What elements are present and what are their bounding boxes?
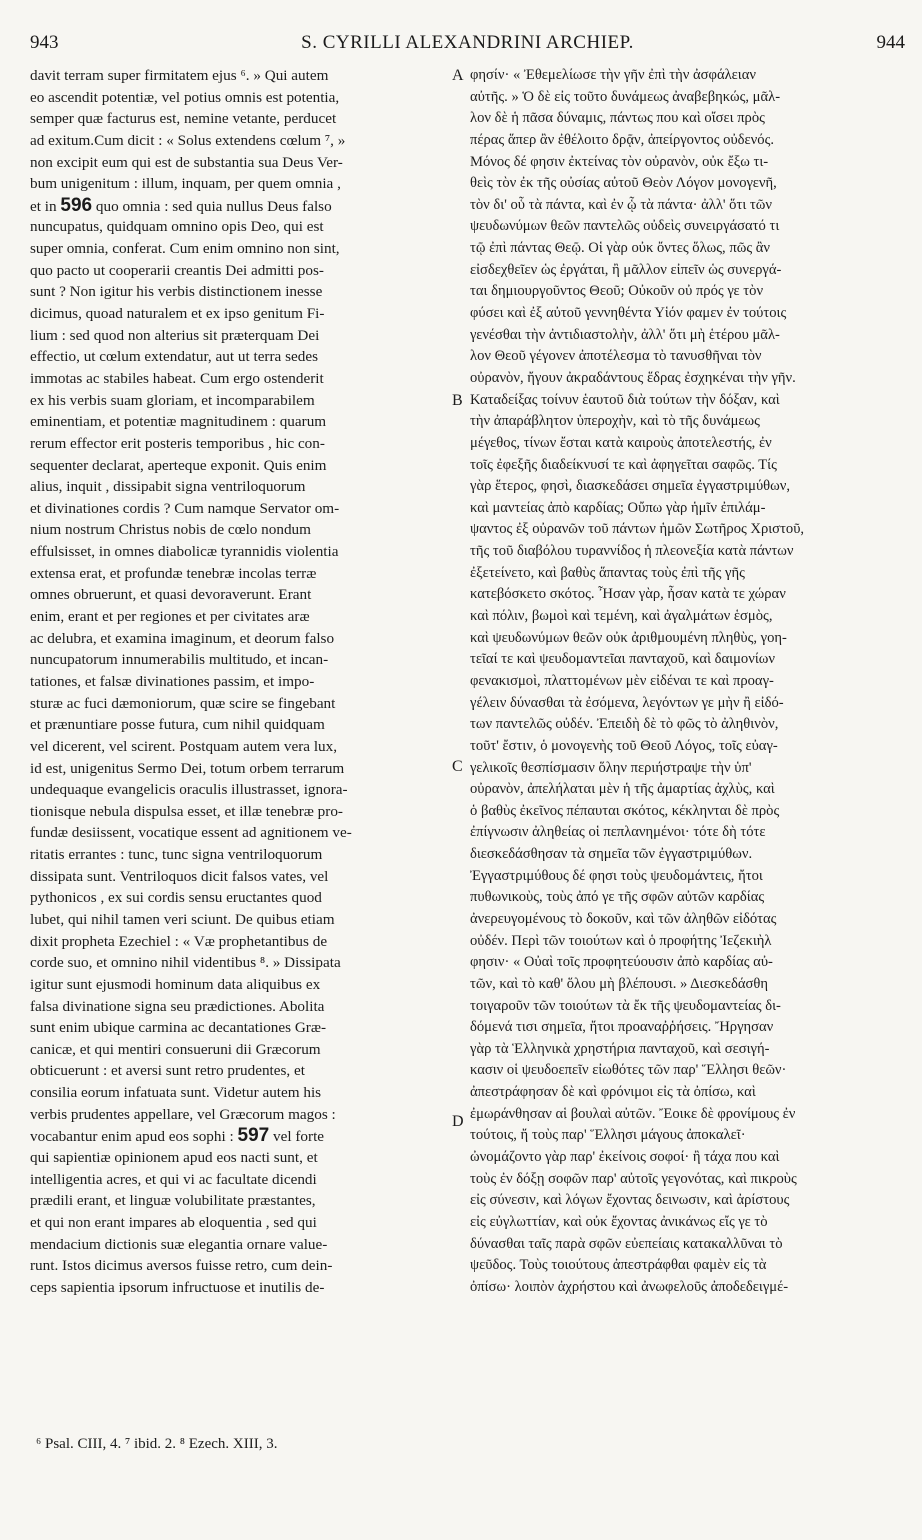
latin-text-line: id est, unigenitus Sermo Dei, totum orbem terrarum — [30, 759, 345, 777]
latin-text-line: omnes obruerunt, et quasi devoraverunt. Erant — [30, 586, 312, 604]
greek-text-line: τοῖς ἐφεξῆς διαδείκνυσί τε καὶ ἀφηγεῖται σαφῶς. Τίς — [470, 456, 777, 473]
latin-text-line: effectio, ut cœlum extendatur, aut ut terra sedes — [30, 348, 318, 366]
greek-text-line: ἐξετείνετο, καὶ βαθὺς ἅπαντας τοὺς ἐπὶ τῆς γῆς — [470, 564, 745, 581]
latin-text-line: alius, inquit , dissipabit signa ventriloquorum — [30, 478, 306, 496]
latin-text-line: dixit propheta Ezechiel : « Væ prophetantibus de — [30, 932, 328, 950]
greek-text-line: κατεβόσκετο σκότος. Ἦσαν γὰρ, ἦσαν κατὰ τε χώραν — [470, 586, 786, 603]
latin-text-line: ritatis errantes : tunc, tunc signa ventriloquorum — [30, 846, 323, 864]
greek-text-line: τῆς τοῦ διαβόλου τυραννίδος ἡ πλεονεξία κατὰ πάντων — [470, 543, 794, 560]
column-number: 596 — [60, 194, 93, 216]
greek-text-line: ὀπίσω· λοιπὸν ἀχρήστου καὶ ἀνωφελοῦς ἀποδεδειγμέ- — [470, 1278, 789, 1295]
greek-text-line: ἀνερευγομένους τὸ δοκοῦν, καὶ τῶν ἀληθῶν εἰδότας — [470, 910, 777, 927]
running-title: S. CYRILLI ALEXANDRINI ARCHIEP. — [301, 32, 634, 53]
footnotes: ⁶ Psal. CIII, 4. ⁷ ibid. 2. ⁸ Ezech. XIII, 3. — [36, 1436, 278, 1452]
latin-text-line: rerum effector erit posteris temporibus , hic con- — [30, 434, 325, 452]
greek-text-line: Ἐγγαστριμύθους δέ φησι τοὺς ψευδομάντεις, ἤτοι — [470, 867, 763, 884]
greek-text-line: τοὺς ἐν δόξῃ σοφῶν παρ' αὐτοῖς γεγονότας, καὶ πικροὺς — [470, 1170, 797, 1187]
latin-text-line: dissipata sunt. Ventriloquos dicit falsos vates, vel — [30, 867, 329, 885]
greek-text-line: μέγεθος, τίνων ἔσται κατὰ καιροὺς ἀποτελεστής, ἐν — [470, 434, 772, 451]
greek-text-line: τοιγαροῦν τῶν τοιούτων τὰ ἔκ τῆς ψευδομαντείας δι- — [470, 997, 781, 1014]
latin-text-line: undequaque evangelicis oraculis illustrasset, ignora- — [30, 781, 348, 799]
greek-text-line: ὠνομάζοντο γὰρ παρ' ἐκείνοις σοφοί· ἢ τάχα που καὶ — [470, 1149, 780, 1166]
greek-text-line: πυθωνικοὺς, τοὺς ἀπό γε τῆς σφῶν αὐτῶν καρδίας — [470, 889, 765, 906]
latin-text-line: nium nostrum Christus nobis de cœlo nondum — [30, 521, 311, 539]
latin-text-line: eo ascendit potentiæ, vel potius omnis est potentia, — [30, 88, 340, 106]
latin-text-line: sunt enim ubique carmina ac decantationes Græ- — [30, 1019, 327, 1037]
latin-text-line: et qui non erant impares ab eloquentia , sed qui — [30, 1213, 317, 1231]
greek-text-line: κασιν οἱ ψευδοεπεῖν εἰωθότες τῶν παρ' Ἕλλησι θεῶν· — [470, 1062, 787, 1079]
greek-text-line: φησίν· « Ἐθεμελίωσε τὴν γῆν ἐπὶ τὴν ἀσφάλειαν — [470, 67, 756, 83]
latin-text-line: consilia eorum infatuata sunt. Videtur autem his — [30, 1084, 322, 1102]
greek-text-line: τῷ ἐπὶ πάντας Θεῷ. Οἱ γὰρ οὐκ ὄντες ὅλως, πῶς ἂν — [470, 240, 770, 257]
latin-text-line: corde suo, et omnino nihil videntibus ⁸. » Dissipata — [30, 954, 341, 972]
greek-text-line: εἰσδεχθεῖεν ὡς ἐργάται, ἢ μᾶλλον εἰπεῖν ὡς συνεργά- — [470, 261, 782, 278]
latin-text-line: sequenter declarat, aperteque exponit. Quis enim — [30, 456, 327, 474]
greek-text-line: φενακισμοὶ, πλαττομένων μὲν εἰδέναι τε καὶ προαγ- — [470, 672, 774, 689]
greek-text-line: δύνασθαι ταῖς παρὰ σφῶν εὐεπείαις κατακαλλῦναι τὸ — [470, 1235, 783, 1252]
column-number: 597 — [237, 1125, 270, 1147]
greek-text-line: γενέσθαι τὴν ἀντιδιαστολὴν, ἀλλ' ὅτι μὴ ἑτέρου μᾶλ- — [470, 326, 780, 343]
latin-text-line: pythonicos , ex sui cordis sensu eructantes quod — [30, 889, 322, 907]
latin-text-line: ad exitum.Cum dicit : « Solus extendens cœlum ⁷, » — [30, 131, 346, 149]
greek-text-line: γὰρ τὰ Ἑλληνικὰ χρηστήρια πανταχοῦ, καὶ σεσιγή- — [470, 1040, 770, 1057]
greek-text-line: οὐρανὸν, ἤγουν ἀκραδάντους ἕδρας ἐσχηκέναι τὴν γῆν. — [470, 369, 796, 386]
latin-text-line: canicæ, et qui mentiri consueruni dii Græcorum — [30, 1040, 321, 1058]
latin-text-line: vel dicerent, vel scirent. Postquam autem vera lux, — [30, 737, 338, 755]
latin-text-line: verbis prudentes appellare, vel Græcorum magos : — [30, 1105, 336, 1123]
greek-text-line: καὶ πόλιν, βωμοὶ καὶ τεμένη, καὶ ἀγαλμάτων ἑσμὸς, — [470, 608, 773, 625]
latin-text-line: falsa divinatione signa seu prædictiones. Abolita — [30, 997, 325, 1015]
latin-text-line: ac delubra, et examina imaginum, et deorum falso — [30, 629, 335, 647]
latin-text-line: enim, erant et per regiones et per civitates aræ — [30, 608, 310, 626]
latin-text-line: vocabantur enim apud eos sophi : 597 vel forte — [30, 1125, 325, 1147]
greek-text-line: θεὶς τὸν ἐκ τῆς οὐσίας αὐτοῦ Θεὸν Λόγον μονογενῆ, — [470, 175, 777, 192]
greek-text-line: φησιν· « Οὐαὶ τοῖς προφητεύουσιν ἀπὸ καρδίας αὐ- — [470, 954, 773, 971]
latin-text-line: effulsisset, in omnes diabolicæ tyrannidis violentia — [30, 543, 339, 561]
greek-text-line: γὰρ ἕτερος, φησὶ, διασκεδάσει σημεῖα ἐγγαστριμύθων, — [470, 478, 791, 495]
latin-text-line: eminentiam, et potentiæ magnitudinem : quarum — [30, 413, 327, 431]
greek-text-line: Μόνος δέ φησιν ἐκτείνας τὸν οὐρανὸν, οὐκ ἔξω τι- — [470, 153, 769, 170]
greek-text-line: τῶν, καὶ τὸ καθ' ὅλου μὴ βλέπουσι. » Διεσκεδάσθη — [470, 975, 768, 992]
margin-marker-c: C — [452, 758, 463, 775]
greek-text-line: των παντελῶς οὐδέν. Ἐπειδὴ δὲ τὸ φῶς τὸ ἀληθινὸν, — [470, 716, 779, 733]
greek-text-line: ἐμωράνθησαν αἱ βουλαὶ αὐτῶν. Ἔοικε δὲ φρονίμους ἐν — [470, 1105, 796, 1122]
latin-text-line: intelligentia acres, et qui vi ac facultate dicendi — [30, 1170, 317, 1188]
latin-text-line: dicimus, quoad naturalem et ex ipso genitum Fi- — [30, 305, 325, 323]
greek-text-line: Καταδείξας τοίνυν ἑαυτοῦ διὰ τούτων τὴν δόξαν, καὶ — [470, 391, 780, 408]
latin-text-line: ex his verbis suam gloriam, et incomparabilem — [30, 391, 315, 409]
page-number-right: 944 — [876, 32, 905, 53]
latin-text-line: et divinationes cordis ? Cum namque Servator om- — [30, 499, 340, 517]
greek-text-line: λον Θεοῦ γέγονεν ἀποτέλεσμα τὸ τανυσθῆναι τὸν — [470, 348, 762, 365]
greek-text-line: ψευδωνύμων θεῶν παντελῶς οὐδεὶς συνειργάσατό τι — [470, 218, 780, 235]
greek-text-line: τοῦτ' ἔστιν, ὁ μονογενὴς τοῦ Θεοῦ Λόγος, τοῖς εὐαγ- — [470, 737, 778, 754]
latin-text-line: sunt ? Non igitur his verbis distinctionem inesse — [30, 283, 323, 301]
greek-text-line: λον δὲ ἡ πᾶσα δύναμις, πάντως που καὶ οἴσει πρὸς — [470, 110, 765, 127]
greek-text-line: ἀπεστράφησαν δὲ καὶ φρόνιμοι εἰς τὰ ὀπίσω, καὶ — [470, 1084, 756, 1101]
latin-text-line: bum unigenitum : illum, inquam, per quem omnia , — [30, 175, 341, 193]
greek-text-line: δόμενά τισι σημεῖα, ἤτοι προαναῤῥήσεις. Ἤργησαν — [470, 1019, 774, 1036]
greek-text-line: οὐδέν. Περὶ τῶν τοιούτων καὶ ὁ προφήτης Ἰεζεκιὴλ — [470, 932, 772, 949]
latin-text-line: nuncupatus, quidquam omnino opis Deo, qui est — [30, 218, 324, 236]
greek-text-line: οὐρανὸν, ἀπελήλαται μὲν ἡ τῆς ἀμαρτίας ἀχλὺς, καὶ — [470, 781, 775, 798]
greek-text-line: ψαντος ἐξ οὐρανῶν τοῦ πάντων ἡμῶν Σωτῆρος Χριστοῦ, — [470, 521, 805, 538]
latin-text-line: tationes, et falsæ divinationes passim, et impo- — [30, 672, 315, 690]
latin-column — [30, 65, 450, 1299]
latin-text-line: fundæ desiissent, vocatique essent ad agnitionem ve- — [30, 824, 352, 842]
greek-text-line: ψεῦδος. Τοὺς τοιούτους ἀπεστράφθαι φαμὲν εἰς τὰ — [470, 1257, 767, 1274]
latin-text-line: tionisque nebula dispulsa esset, et illæ tenebræ pro- — [30, 802, 343, 820]
latin-text-line: qui sapientiæ opinionem apud eos nacti sunt, et — [30, 1149, 318, 1167]
latin-text-line: lium : sed quod non alterius sit præterquam Dei — [30, 326, 320, 344]
greek-text-line: διεσκεδάσθησαν τὰ σημεῖα τῶν ἐγγαστριμύθων. — [470, 846, 753, 863]
latin-text-line: runt. Istos dicimus aversos fuisse retro, cum dein- — [30, 1257, 333, 1275]
greek-column — [470, 65, 908, 1299]
latin-text-line: super omnia, conferat. Cum enim omnino non sint, — [30, 240, 340, 258]
greek-text-line: αὐτῆς. » Ὁ δὲ εἰς τοῦτο δυνάμεως ἀναβεβηκώς, μᾶλ- — [470, 88, 781, 105]
greek-text-line: τεῖαί τε καὶ ψευδομαντεῖαι πανταχοῦ, καὶ δαιμονίων — [470, 651, 775, 668]
latin-text-line: semper quæ facturus est, nemine vetante, perducet — [30, 110, 337, 128]
greek-text-line: ὁ βαθὺς ἐκεῖνος πέπαυται σκότος, κέκληνται δὲ πρὸς — [470, 802, 780, 819]
latin-text-line: davit terram super firmitatem ejus ⁶. » Qui autem — [30, 67, 329, 84]
latin-text-line: prædili erant, et linguæ volubilitate præstantes, — [30, 1192, 316, 1210]
greek-text-line: ται δημιουργοῦντος Θεοῦ; Οὐκοῦν οὐ πρός γε τὸν — [470, 283, 764, 300]
latin-text-line: quo pacto ut cooperarii creantis Dei admitti pos- — [30, 261, 324, 279]
greek-text-line: φύσει καὶ ἐξ αὐτοῦ γεννηθέντα Υἱόν φαμεν ἐν τούτοις — [470, 305, 787, 322]
greek-text-line: γέλειν δύνασθαι τὰ ἐσόμενα, λεγόντων γε μὴν ἢ εἰδό- — [470, 694, 784, 711]
margin-marker-a: A — [452, 67, 464, 84]
greek-text-line: καὶ μαντείας ἀπὸ καρδίας; Οὔπω γὰρ ἡμῖν ἐπιλάμ- — [470, 499, 766, 516]
latin-text-line: et in 596 quo omnia : sed quia nullus Deus falso — [30, 194, 332, 216]
latin-text-line: ceps sapientia ipsorum infructuose et inutilis de- — [30, 1278, 325, 1296]
margin-marker-d: D — [452, 1113, 464, 1130]
latin-text-line: non excipit eum qui est de substantia sua Deus Ver- — [30, 153, 343, 171]
running-header — [30, 32, 905, 56]
latin-text-line: sturæ ac fuci dæmoniorum, quæ scire se fingebant — [30, 694, 336, 712]
greek-text-line: ἐπίγνωσιν ἀληθείας οἱ πεπλανημένοι· τότε δὴ τότε — [470, 824, 766, 841]
latin-text-line: mendacium dictionis suæ elegantia ornare value- — [30, 1235, 328, 1253]
greek-text-line: καὶ ψευδωνύμων θεῶν οὐκ ἀριθμουμένη πληθὺς, γοη- — [470, 629, 787, 646]
latin-text-line: igitur sunt ejusmodi hominum data aliquibus ex — [30, 975, 321, 993]
latin-text-line: immotas ac stabiles habeat. Cum ergo ostenderit — [30, 369, 324, 387]
greek-text-line: εἰς εὐγλωττίαν, καὶ οὐκ ἔχοντας ἀνικάνως εἴς γε τὸ — [470, 1213, 768, 1230]
latin-text-line: obticuerunt : et aversi sunt retro prudentes, et — [30, 1062, 305, 1080]
greek-text-line: τούτοις, ἤ τοὺς παρ' Ἕλλησι μάγους ἀποκαλεῖ· — [470, 1127, 746, 1144]
latin-text-line: et prænuntiare posse futura, cum nihil quidquam — [30, 716, 325, 734]
latin-text-line: nuncupatorum innumerabilis multitudo, et incan- — [30, 651, 329, 669]
page-number-left: 943 — [30, 32, 59, 53]
latin-text-line: extensa erat, et profundæ tenebræ incolas terræ — [30, 564, 317, 582]
latin-text-line: lubet, qui nihil tamen veri sciunt. De quibus etiam — [30, 910, 335, 928]
greek-text-line: τὴν ἀπαράβλητον ὑπεροχὴν, καὶ τὸ τῆς δυνάμεως — [470, 413, 760, 430]
margin-marker-b: B — [452, 392, 463, 409]
greek-text-line: εἰς σύνεσιν, καὶ λόγων ἔχοντας δεινωσιν, καὶ ἀρίστους — [470, 1192, 790, 1209]
greek-text-line: πέρας ἅπερ ἂν ἐθέλοιτο δρᾷν, ἀπείργοντος οὐδενός. — [470, 131, 775, 148]
greek-text-line: τὸν δι' οὗ τὰ πάντα, καὶ ἐν ᾧ τὰ πάντα· ἀλλ' ὅτι τῶν — [470, 196, 772, 213]
greek-text-line: γελικοῖς θεσπίσμασιν ὅλην περιήστραψε τὴν ὑπ' — [470, 759, 752, 776]
